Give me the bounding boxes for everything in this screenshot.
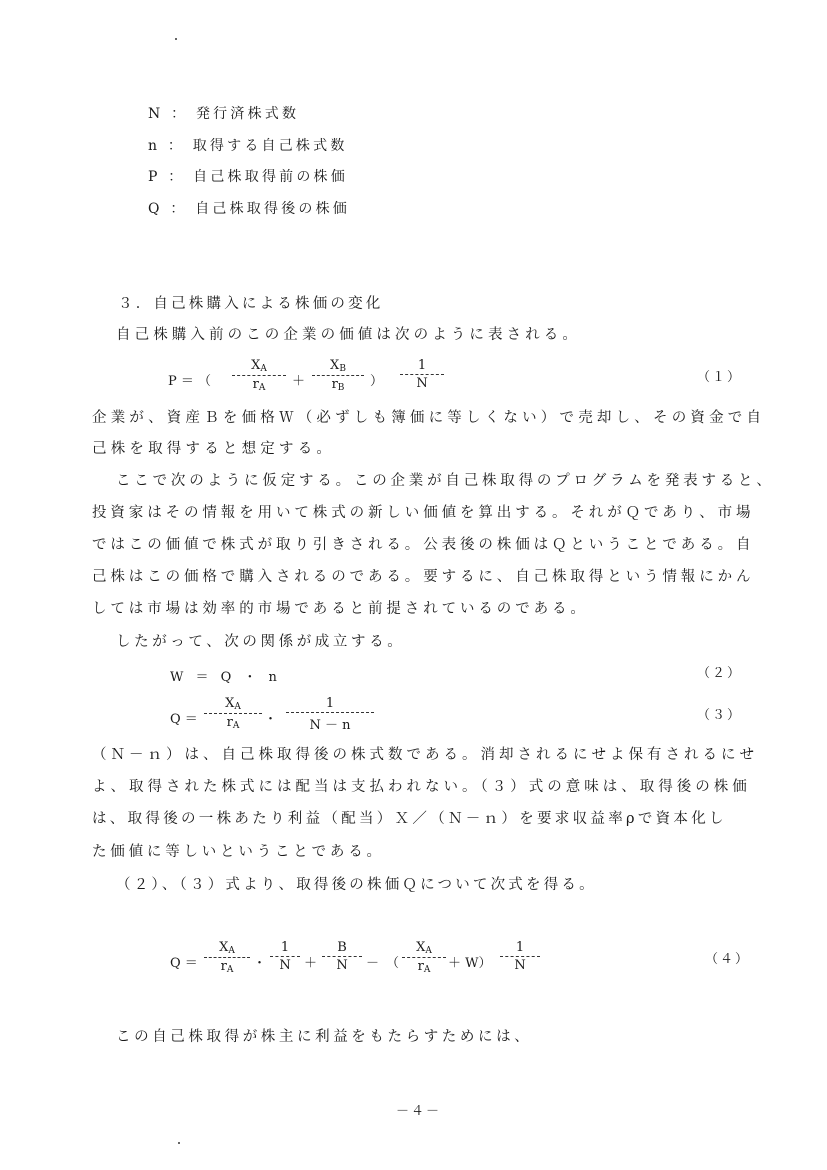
definition-separator: ： [167,138,186,154]
paragraph-line: ではこの価値で株式が取り引きされる。公表後の株価はＱということである。自 [92,537,755,553]
eq3-f1-numerator: X [225,696,235,711]
definition-separator: ： [170,201,188,217]
paragraph-line: （Ｎ－ｎ）は、自己株取得後の株式数である。消却されるにせよ保有されるにせ [92,747,758,763]
eq3-dot: ・ [264,712,278,727]
definition-text: 発行済株式数 [195,106,300,122]
eq1-fraction-xa-ra [232,358,286,393]
definition-item [148,166,348,186]
eq4-f1-denominator: r [220,959,227,974]
eq3-fraction-xa-ra [204,696,262,731]
eq4-f3-denominator: N [336,958,348,973]
paragraph-line: よ、取得された株式には配当は支払われない。（３）式の意味は、取得後の株価 [92,779,751,795]
eq1-f3-numerator: 1 [417,358,427,373]
definition-text: 取得する自己株式数 [192,138,348,154]
paragraph-line: 自己株購入前のこの企業の価値は次のように表される。 [116,327,581,343]
paragraph-line: この自己株取得が株主に利益をもたらすためには、 [116,1029,533,1045]
definition-text: 自己株取得前の株価 [193,169,348,185]
eq3-f2-numerator: 1 [325,696,335,711]
eq3-fraction-1-n-minus-n [286,696,374,733]
eq4-dot: ・ [253,956,267,971]
paragraph-line: 己株を取得すると想定する。 [92,441,336,457]
paragraph-line: た価値に等しいということである。 [92,844,385,860]
eq1-f3-denominator: N [416,376,428,391]
eq4-f1-denominator-sub: A [226,965,234,975]
eq1-f1-denominator-sub: A [258,383,266,393]
eq4-f4-denominator: r [417,959,424,974]
definition-item [148,135,348,155]
eq1-lhs: P ＝ （ [168,374,212,389]
eq4-minus: － [366,956,380,971]
paragraph-line: したがって、次の関係が成立する。 [116,634,406,650]
eq4-f1-numerator-sub: A [228,946,235,956]
eq3-number: （３） [697,708,743,723]
scan-speck [175,38,177,40]
section-heading: ３．自己株購入による株価の変化 [118,296,384,312]
eq1-f1-denominator: r [252,377,259,392]
definition-symbol: P [148,169,161,185]
eq3-f1-numerator-sub: A [234,702,241,712]
eq4-lhs: Q ＝ [170,956,198,971]
eq4-open-paren: （ [386,956,400,971]
eq2-number: （２） [697,666,743,681]
eq1-f1-numerator-sub: A [260,364,267,374]
eq4-plus: ＋ [304,956,318,971]
eq1-fraction-1-n [400,358,444,391]
eq4-f4-denominator-sub: A [423,965,431,975]
paragraph-line: しては市場は効率的市場であると前提されているのである。 [92,601,589,617]
paragraph-line: は、取得後の一株あたり利益（配当）Ｘ／（Ｎ－ｎ）を要求収益率ρで資本化し [92,811,727,827]
eq4-fraction-xa-ra [204,940,250,975]
eq1-f1-numerator: X [251,358,261,373]
eq3-f1-denominator-sub: A [232,721,240,731]
eq4-f2-numerator: 1 [280,940,290,955]
definition-symbol: n [148,138,161,154]
eq1-fraction-xb-rb [312,358,364,393]
paragraph-line: 企業が、資産Ｂを価格Ｗ（必ずしも簿価に等しくない）で売却し、その資金で自 [92,410,766,426]
eq1-f2-numerator: X [330,358,340,373]
eq1-close-paren: ） [370,374,384,389]
eq1-number: （１） [697,370,743,385]
definition-symbol: N [148,106,164,122]
eq4-f5-numerator: 1 [515,940,525,955]
eq4-f3-numerator: B [337,940,347,955]
eq4-fraction-1-n [270,940,300,973]
definition-text: 自己株取得後の株価 [195,201,351,217]
eq4-number: （４） [705,952,751,967]
definition-symbol: Q [148,201,163,217]
eq1-f2-numerator-sub: B [339,364,346,374]
definition-separator: ： [171,106,189,122]
paragraph-line: ここで次のように仮定する。この企業が自己株取得のプログラムを発表すると、 [116,473,775,489]
eq2-expression: W ＝ Q ・ n [170,670,281,685]
eq4-f2-denominator: N [279,958,291,973]
scan-speck [178,1142,180,1144]
paragraph-line: （２）、（３）式より、取得後の株価Ｑについて次式を得る。 [116,877,597,893]
eq3-f1-denominator: r [226,715,233,730]
definition-separator: ： [168,169,186,185]
eq3-lhs: Q ＝ [170,712,198,727]
eq1-f2-denominator-sub: B [337,383,345,393]
eq4-fraction-xa-ra-inner [402,940,446,975]
eq4-f4-numerator-sub: A [425,946,432,956]
definition-item [148,198,350,218]
definition-item [148,103,299,123]
eq4-plus-w: ＋ W） [448,956,492,971]
paragraph-line: 己株はこの価格で購入されるのである。要するに、自己株取得という情報にかん [92,569,755,585]
eq4-fraction-b-n [322,940,362,973]
paragraph-line: 投資家はその情報を用いて株式の新しい価値を算出する。それがＱであり、市場 [92,505,755,521]
eq3-f2-denominator: N － n [309,718,351,733]
eq4-f4-numerator: X [416,940,426,955]
eq1-f2-denominator: r [331,377,338,392]
eq4-f1-numerator: X [219,940,229,955]
eq4-fraction-1-n-outer [500,940,540,973]
eq4-f5-denominator: N [514,958,526,973]
page-number: －４－ [396,1104,442,1119]
eq1-plus: ＋ [292,374,306,389]
